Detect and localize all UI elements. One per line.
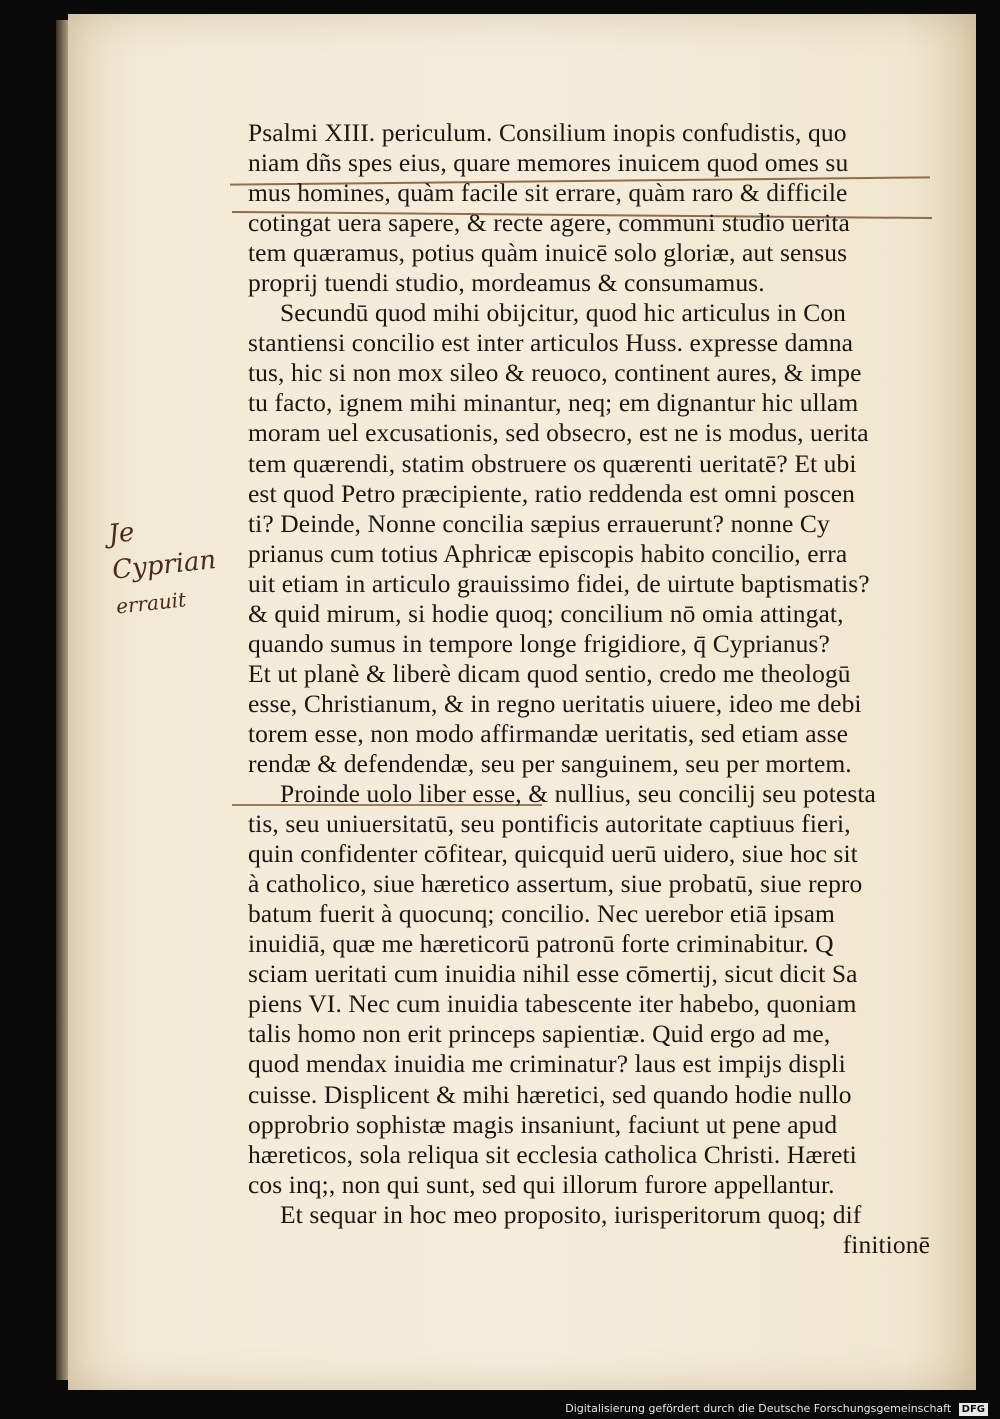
text-line: & quid mirum, si hodie quoq; concilium nō omia attingat,: [248, 598, 844, 628]
text-line: moram uel excusationis, sed obsecro, est ne is modus, uerita: [248, 418, 869, 448]
text-line: niam dñs spes eius, quare memores inuicem quod omes su: [248, 148, 849, 178]
text-line: batum fuerit à quocunq; concilio. Nec uerebor etiā ipsam: [248, 899, 835, 929]
text-line: Et sequar in hoc meo proposito, iurisperitorum quoq; dif: [280, 1199, 862, 1229]
text-line: Psalmi XIII. periculum. Consilium inopis confudistis, quo: [248, 118, 847, 147]
text-line: talis homo non erit princeps sapientiæ. Quid ergo ad me,: [248, 1019, 831, 1049]
marginal-note-line: Je: [107, 517, 136, 550]
text-line: cotingat uera sapere, & recte agere, communi studio uerita: [248, 208, 850, 238]
text-line: Et ut planè & liberè dicam quod sentio, credo me theologū: [248, 658, 851, 688]
marginal-note-line: errauit: [114, 587, 188, 619]
text-line: torem esse, non modo affirmandæ ueritatis, sed etiam asse: [248, 718, 849, 748]
catchword: finitionē: [842, 1229, 930, 1259]
marginal-note-line: Cyprian: [110, 544, 218, 586]
text-line: à catholico, siue hæretico assertum, siue probatū, siue repro: [248, 869, 863, 899]
text-line: tis, seu uniuersitatū, seu pontificis autoritate captiuus fieri,: [248, 809, 851, 839]
digitization-credit: [0, 1398, 988, 1419]
text-line: mus homines, quàm facile sit errare, quàm raro & difficile: [248, 178, 848, 208]
text-line: piens VI. Nec cum inuidia tabescente iter habebo, quoniam: [248, 989, 857, 1019]
text-line: Proinde uolo liber esse, & nullius, seu concilij seu potesta: [280, 779, 876, 809]
text-line: opprobrio sophistæ magis insaniunt, faciunt ut pene apud: [248, 1109, 838, 1139]
text-line: est quod Petro præcipiente, ratio reddenda est omni poscen: [248, 478, 856, 508]
text-line: uit etiam in articulo grauissimo fidei, de uirtute baptismatis?: [248, 568, 870, 598]
text-line: cos inq;, non qui sunt, sed qui illorum furore appellantur.: [248, 1169, 835, 1199]
text-line: cuisse. Displicent & mihi hæretici, sed quando hodie nullo: [248, 1079, 852, 1109]
text-line: prianus cum totius Aphricæ episcopis habito concilio, erra: [248, 538, 848, 568]
text-line: proprij tuendi studio, mordeamus & consumamus.: [248, 268, 765, 298]
text-line: sciam ueritati cum inuidia nihil esse cōmertij, sicut dicit Sa: [248, 959, 858, 989]
text-line: inuidiā, quæ me hæreticorū patronū forte criminabitur. Q: [248, 929, 834, 959]
text-line: ti? Deinde, Nonne concilia sæpius errauerunt? nonne Cy: [248, 508, 830, 538]
text-line: tem quærendi, statim obstruere os quærenti ueritatē? Et ubi: [248, 448, 857, 478]
text-line: Secundū quod mihi obijcitur, quod hic articulus in Con: [280, 298, 847, 328]
handwritten-marginal-note: [107, 504, 248, 625]
text-line: quod mendax inuidia me criminatur? laus est impijs displi: [248, 1049, 846, 1079]
text-line: tem quæramus, potius quàm inuicē solo gloriæ, aut sensus: [248, 238, 848, 268]
text-line: rendæ & defendendæ, seu per sanguinem, seu per mortem.: [248, 748, 852, 778]
credit-text: Digitalisierung gefördert durch die Deutsche Forschungsgemeinschaft: [565, 1402, 952, 1415]
page-text: [248, 118, 938, 1260]
text-line: quin confidenter cōfitear, quicquid uerū uidero, siue hoc sit: [248, 839, 858, 869]
dfg-logo: DFG: [959, 1403, 988, 1416]
text-line: esse, Christianum, & in regno ueritatis uiuere, ideo me debi: [248, 688, 862, 718]
text-line: stantiensi concilio est inter articulos Huss. expresse damna: [248, 328, 854, 358]
text-line: tus, hic si non mox sileo & reuoco, continent aures, & impe: [248, 358, 862, 388]
text-line: quando sumus in tempore longe frigidiore, q̄ Cyprianus?: [248, 628, 830, 658]
text-line: hæreticos, sola reliqua sit ecclesia catholica Christi. Hæreti: [248, 1139, 857, 1169]
text-line: tu facto, ignem mihi minantur, neq; em dignantur hic ullam: [248, 388, 859, 418]
